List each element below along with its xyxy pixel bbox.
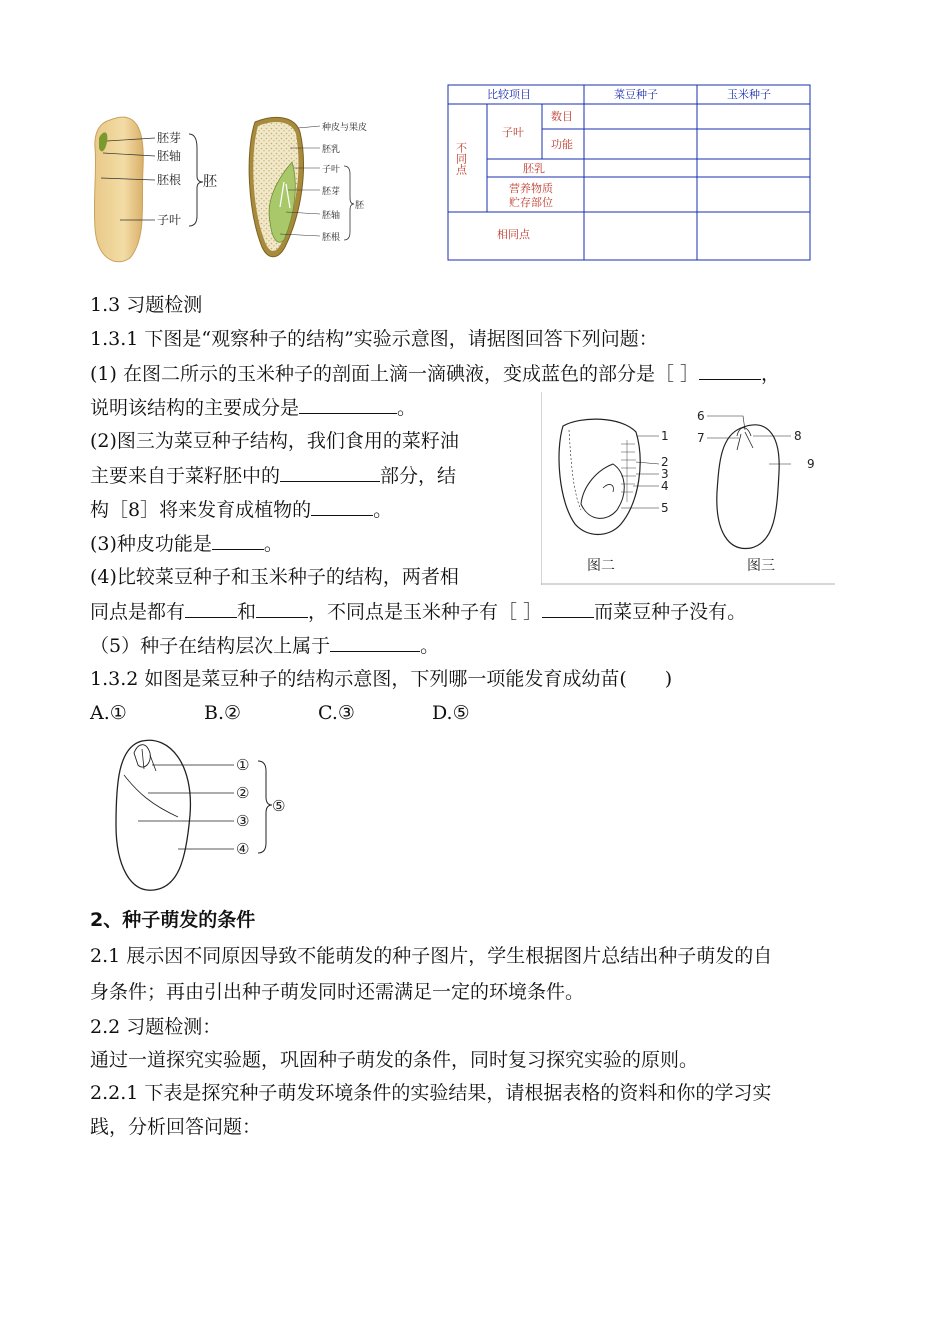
q1-4a: (4)比较菜豆种子和玉米种子的结构，两者相 [90,566,459,588]
fig2-num-4: 4 [661,479,669,493]
q1-3-text: (3)种皮功能是 [90,533,212,555]
corn-brace-label: 胚 [355,201,365,211]
q1-4b-text: 同点是都有 [90,601,186,623]
fig2-num-2: 2 [661,455,669,469]
q1-intro: 1.3.1 下图是“观察种子的结构”实验示意图，请据图回答下列问题： [90,328,658,350]
bean-label-radicle: 胚根 [157,173,182,187]
table-diff-label: 不同点 [454,142,468,175]
corn-label-cotyledon: 子叶 [322,165,341,175]
answer-blank[interactable] [256,599,308,618]
fig2-num-5: 5 [661,501,669,515]
q1-1a-text: (1) 在图二所示的玉米种子的剖面上滴一滴碘液，变成蓝色的部分是［ ］ [90,363,699,385]
q1-1a [90,361,780,386]
section-2-p3: 通过一道探究实验题，巩固种子萌发的条件，同时复习探究实验的原则。 [90,1049,699,1071]
table-header-item: 比较项目 [487,88,531,101]
figure-two-three [541,392,835,585]
table-header-corn: 玉米种子 [727,88,771,101]
q1-3 [90,531,283,556]
section-2-p1a: 2.1 展示因不同原因导致不能萌发的种子图片，学生根据图片总结出种子萌发的自 [90,945,773,967]
section-2-p4a: 2.2.1 下表是探究种子萌发环境条件的实验结果，请根据表格的资料和你的学习实 [90,1082,772,1104]
answer-blank[interactable] [299,395,397,414]
q1-4b-and: 和 [237,601,257,623]
answer-blank[interactable] [280,463,380,482]
q1-1b-text: 说明该结构的主要成分是 [90,397,300,419]
answer-blank[interactable] [699,361,761,380]
q1-2c [90,497,392,522]
corn-label-coat: 种皮与果皮 [322,123,368,133]
bean2-num-2: ② [236,784,250,802]
bean-label-plumule: 胚芽 [157,131,182,145]
table-storage-2: 贮存部位 [509,196,553,209]
bean2-num-4: ④ [236,840,250,858]
fig3-caption: 图三 [747,558,775,574]
bean2-num-1: ① [236,756,250,774]
q1-1b-end: 。 [397,397,417,419]
q1-5-text: （5）种子在结构层次上属于 [90,635,331,657]
comparison-table [447,84,812,262]
option-b[interactable]: B.② [204,702,242,724]
fig2-num-1: 1 [661,429,669,443]
q1-2c-end: 。 [373,499,393,521]
q1-3-end: 。 [263,533,283,555]
q1-4b-end: 而菜豆种子没有。 [594,601,747,623]
section-2-p4b: 践，分析回答问题： [90,1116,262,1138]
answer-blank[interactable] [212,531,264,550]
corn-seed-figure [240,112,375,267]
q2-stem: 1.3.2 如图是菜豆种子的结构示意图，下列哪一项能发育成幼苗( ) [90,668,673,690]
q1-5 [90,633,439,658]
section-1-3-title: 1.3 习题检测 [90,294,203,316]
bean-seed-numbered-figure [108,735,293,897]
table-cotyledon: 子叶 [502,126,524,139]
q2-options [90,701,492,725]
bean-seed-figure [85,108,220,268]
bean-label-hypocotyl: 胚轴 [157,149,182,163]
corn-label-hypocotyl: 胚轴 [322,211,341,221]
table-endosperm: 胚乳 [523,162,545,175]
fig3-num-9: 9 [807,457,815,471]
answer-blank[interactable] [330,633,420,652]
q1-2b-text: 主要来自于菜籽胚中的 [90,465,281,487]
bean2-brace: ⑤ [272,797,286,815]
table-function: 功能 [551,138,573,151]
answer-blank[interactable] [185,599,237,618]
table-count: 数目 [551,110,573,123]
q1-2c-text: 构［8］将来发育成植物的 [90,499,312,521]
section-2-p2: 2.2 习题检测： [90,1016,222,1038]
q1-1b [90,395,416,420]
fig3-num-8: 8 [794,429,802,443]
section-2-title: 2、种子萌发的条件 [90,909,256,931]
answer-blank[interactable] [311,497,373,516]
fig3-num-7: 7 [697,431,705,445]
table-header-bean: 菜豆种子 [614,88,658,101]
section-2-p1b: 身条件；再由引出种子萌发同时还需满足一定的环境条件。 [90,981,585,1003]
q1-2b-end: 部分，结 [380,465,457,487]
corn-label-radicle: 胚根 [322,233,341,243]
table-same: 相同点 [497,228,530,241]
q1-4b-mid: ，不同点是玉米种子有［ ］ [308,601,543,623]
corn-label-plumule: 胚芽 [322,187,341,197]
answer-blank[interactable] [542,599,594,618]
bean-brace-label: 胚 [203,174,217,190]
q1-5-end: 。 [420,635,440,657]
bean2-num-3: ③ [236,812,250,830]
q1-1a-end: ， [761,363,781,385]
q1-2a: (2)图三为菜豆种子结构，我们食用的菜籽油 [90,430,459,452]
q1-2b [90,463,456,488]
fig2-num-3: 3 [661,467,669,481]
option-a[interactable]: A.① [90,702,127,724]
bean-label-cotyledon: 子叶 [157,213,182,227]
table-storage-1: 营养物质 [509,182,553,195]
corn-label-endosperm: 胚乳 [322,145,341,155]
fig2-caption: 图二 [587,558,615,574]
option-d[interactable]: D.⑤ [432,702,470,724]
option-c[interactable]: C.③ [318,702,355,724]
fig3-num-6: 6 [697,409,705,423]
q1-4b [90,599,746,624]
